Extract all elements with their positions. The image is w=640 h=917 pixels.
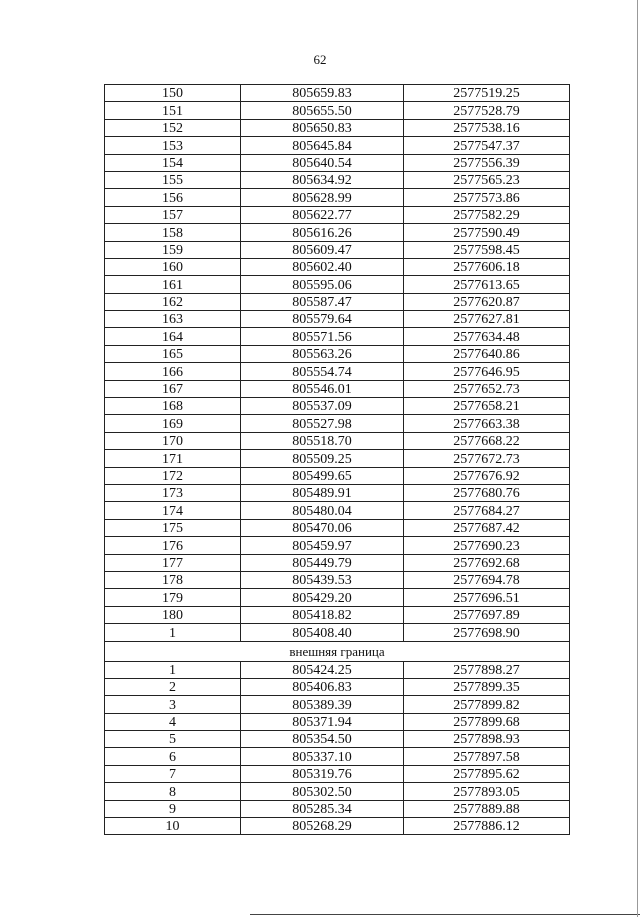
y-coordinate-cell: 2577590.49 <box>404 224 570 241</box>
point-number-cell: 180 <box>105 606 241 623</box>
y-coordinate-cell: 2577620.87 <box>404 293 570 310</box>
x-coordinate-cell: 805470.06 <box>241 519 404 536</box>
point-number-cell: 1 <box>105 624 241 641</box>
point-number-cell: 9 <box>105 800 241 817</box>
y-coordinate-cell: 2577598.45 <box>404 241 570 258</box>
y-coordinate-cell: 2577672.73 <box>404 450 570 467</box>
coordinates-table-body-upper <box>105 85 570 642</box>
point-number-cell: 157 <box>105 206 241 223</box>
point-number-cell: 6 <box>105 748 241 765</box>
point-number-cell: 1 <box>105 661 241 678</box>
table-row <box>105 276 570 293</box>
y-coordinate-cell: 2577663.38 <box>404 415 570 432</box>
point-number-cell: 176 <box>105 537 241 554</box>
y-coordinate-cell: 2577582.29 <box>404 206 570 223</box>
x-coordinate-cell: 805602.40 <box>241 258 404 275</box>
table-row <box>105 589 570 606</box>
y-coordinate-cell: 2577898.93 <box>404 731 570 748</box>
point-number-cell: 155 <box>105 171 241 188</box>
point-number-cell: 166 <box>105 363 241 380</box>
table-row <box>105 189 570 206</box>
x-coordinate-cell: 805406.83 <box>241 678 404 695</box>
y-coordinate-cell: 2577556.39 <box>404 154 570 171</box>
table-row <box>105 450 570 467</box>
table-row <box>105 661 570 678</box>
table-row <box>105 415 570 432</box>
point-number-cell: 154 <box>105 154 241 171</box>
table-row <box>105 171 570 188</box>
x-coordinate-cell: 805418.82 <box>241 606 404 623</box>
point-number-cell: 153 <box>105 137 241 154</box>
point-number-cell: 169 <box>105 415 241 432</box>
y-coordinate-cell: 2577519.25 <box>404 85 570 102</box>
y-coordinate-cell: 2577640.86 <box>404 345 570 362</box>
table-row <box>105 554 570 571</box>
y-coordinate-cell: 2577899.82 <box>404 696 570 713</box>
point-number-cell: 10 <box>105 818 241 835</box>
y-coordinate-cell: 2577684.27 <box>404 502 570 519</box>
table-row <box>105 748 570 765</box>
y-coordinate-cell: 2577538.16 <box>404 119 570 136</box>
table-row <box>105 206 570 223</box>
y-coordinate-cell: 2577694.78 <box>404 571 570 588</box>
point-number-cell: 173 <box>105 484 241 501</box>
x-coordinate-cell: 805628.99 <box>241 189 404 206</box>
x-coordinate-cell: 805640.54 <box>241 154 404 171</box>
point-number-cell: 168 <box>105 398 241 415</box>
x-coordinate-cell: 805319.76 <box>241 765 404 782</box>
table-row <box>105 467 570 484</box>
x-coordinate-cell: 805609.47 <box>241 241 404 258</box>
y-coordinate-cell: 2577895.62 <box>404 765 570 782</box>
x-coordinate-cell: 805337.10 <box>241 748 404 765</box>
table-row <box>105 731 570 748</box>
point-number-cell: 159 <box>105 241 241 258</box>
x-coordinate-cell: 805408.40 <box>241 624 404 641</box>
point-number-cell: 177 <box>105 554 241 571</box>
y-coordinate-cell: 2577676.92 <box>404 467 570 484</box>
x-coordinate-cell: 805518.70 <box>241 432 404 449</box>
point-number-cell: 178 <box>105 571 241 588</box>
y-coordinate-cell: 2577658.21 <box>404 398 570 415</box>
table-row <box>105 137 570 154</box>
table-row <box>105 432 570 449</box>
point-number-cell: 4 <box>105 713 241 730</box>
x-coordinate-cell: 805537.09 <box>241 398 404 415</box>
coordinates-table-section <box>105 641 570 661</box>
point-number-cell: 167 <box>105 380 241 397</box>
x-coordinate-cell: 805546.01 <box>241 380 404 397</box>
table-row <box>105 606 570 623</box>
table-row <box>105 537 570 554</box>
y-coordinate-cell: 2577696.51 <box>404 589 570 606</box>
y-coordinate-cell: 2577889.88 <box>404 800 570 817</box>
table-row <box>105 311 570 328</box>
table-row <box>105 224 570 241</box>
point-number-cell: 156 <box>105 189 241 206</box>
y-coordinate-cell: 2577687.42 <box>404 519 570 536</box>
point-number-cell: 164 <box>105 328 241 345</box>
table-row <box>105 119 570 136</box>
x-coordinate-cell: 805424.25 <box>241 661 404 678</box>
x-coordinate-cell: 805659.83 <box>241 85 404 102</box>
point-number-cell: 162 <box>105 293 241 310</box>
table-row <box>105 765 570 782</box>
table-row <box>105 713 570 730</box>
y-coordinate-cell: 2577886.12 <box>404 818 570 835</box>
point-number-cell: 171 <box>105 450 241 467</box>
x-coordinate-cell: 805268.29 <box>241 818 404 835</box>
x-coordinate-cell: 805439.53 <box>241 571 404 588</box>
y-coordinate-cell: 2577652.73 <box>404 380 570 397</box>
x-coordinate-cell: 805554.74 <box>241 363 404 380</box>
y-coordinate-cell: 2577668.22 <box>404 432 570 449</box>
y-coordinate-cell: 2577698.90 <box>404 624 570 641</box>
x-coordinate-cell: 805389.39 <box>241 696 404 713</box>
table-row <box>105 380 570 397</box>
section-header-row <box>105 641 570 661</box>
table-row <box>105 800 570 817</box>
x-coordinate-cell: 805449.79 <box>241 554 404 571</box>
x-coordinate-cell: 805616.26 <box>241 224 404 241</box>
page-edge-right <box>637 0 638 917</box>
table-row <box>105 696 570 713</box>
table-row <box>105 258 570 275</box>
table-row <box>105 102 570 119</box>
x-coordinate-cell: 805527.98 <box>241 415 404 432</box>
y-coordinate-cell: 2577692.68 <box>404 554 570 571</box>
point-number-cell: 2 <box>105 678 241 695</box>
x-coordinate-cell: 805563.26 <box>241 345 404 362</box>
y-coordinate-cell: 2577899.68 <box>404 713 570 730</box>
x-coordinate-cell: 805480.04 <box>241 502 404 519</box>
point-number-cell: 179 <box>105 589 241 606</box>
x-coordinate-cell: 805579.64 <box>241 311 404 328</box>
table-row <box>105 363 570 380</box>
y-coordinate-cell: 2577697.89 <box>404 606 570 623</box>
y-coordinate-cell: 2577573.86 <box>404 189 570 206</box>
x-coordinate-cell: 805371.94 <box>241 713 404 730</box>
x-coordinate-cell: 805509.25 <box>241 450 404 467</box>
table-row <box>105 345 570 362</box>
coordinates-table <box>104 84 570 835</box>
point-number-cell: 3 <box>105 696 241 713</box>
point-number-cell: 152 <box>105 119 241 136</box>
table-row <box>105 154 570 171</box>
y-coordinate-cell: 2577634.48 <box>404 328 570 345</box>
table-row <box>105 293 570 310</box>
x-coordinate-cell: 805595.06 <box>241 276 404 293</box>
table-row <box>105 502 570 519</box>
x-coordinate-cell: 805634.92 <box>241 171 404 188</box>
table-row <box>105 241 570 258</box>
x-coordinate-cell: 805354.50 <box>241 731 404 748</box>
point-number-cell: 174 <box>105 502 241 519</box>
point-number-cell: 158 <box>105 224 241 241</box>
y-coordinate-cell: 2577613.65 <box>404 276 570 293</box>
x-coordinate-cell: 805622.77 <box>241 206 404 223</box>
y-coordinate-cell: 2577528.79 <box>404 102 570 119</box>
table-row <box>105 85 570 102</box>
y-coordinate-cell: 2577893.05 <box>404 783 570 800</box>
x-coordinate-cell: 805571.56 <box>241 328 404 345</box>
y-coordinate-cell: 2577627.81 <box>404 311 570 328</box>
table-row <box>105 328 570 345</box>
x-coordinate-cell: 805655.50 <box>241 102 404 119</box>
x-coordinate-cell: 805489.91 <box>241 484 404 501</box>
point-number-cell: 163 <box>105 311 241 328</box>
point-number-cell: 160 <box>105 258 241 275</box>
x-coordinate-cell: 805459.97 <box>241 537 404 554</box>
y-coordinate-cell: 2577565.23 <box>404 171 570 188</box>
x-coordinate-cell: 805650.83 <box>241 119 404 136</box>
x-coordinate-cell: 805285.34 <box>241 800 404 817</box>
y-coordinate-cell: 2577897.58 <box>404 748 570 765</box>
table-row <box>105 571 570 588</box>
x-coordinate-cell: 805302.50 <box>241 783 404 800</box>
y-coordinate-cell: 2577606.18 <box>404 258 570 275</box>
point-number-cell: 5 <box>105 731 241 748</box>
point-number-cell: 150 <box>105 85 241 102</box>
point-number-cell: 165 <box>105 345 241 362</box>
point-number-cell: 170 <box>105 432 241 449</box>
table-row <box>105 484 570 501</box>
point-number-cell: 172 <box>105 467 241 484</box>
point-number-cell: 8 <box>105 783 241 800</box>
coordinates-table-body-lower <box>105 661 570 835</box>
page-number: 62 <box>313 52 327 67</box>
table-row <box>105 783 570 800</box>
table-row <box>105 818 570 835</box>
x-coordinate-cell: 805587.47 <box>241 293 404 310</box>
table-row <box>105 398 570 415</box>
table-row <box>105 624 570 641</box>
y-coordinate-cell: 2577690.23 <box>404 537 570 554</box>
page-edge-bottom <box>250 914 640 915</box>
table-row <box>105 678 570 695</box>
y-coordinate-cell: 2577646.95 <box>404 363 570 380</box>
y-coordinate-cell: 2577547.37 <box>404 137 570 154</box>
y-coordinate-cell: 2577899.35 <box>404 678 570 695</box>
point-number-cell: 175 <box>105 519 241 536</box>
x-coordinate-cell: 805429.20 <box>241 589 404 606</box>
section-label: внешняя граница <box>105 641 570 661</box>
table-row <box>105 519 570 536</box>
x-coordinate-cell: 805499.65 <box>241 467 404 484</box>
point-number-cell: 151 <box>105 102 241 119</box>
y-coordinate-cell: 2577898.27 <box>404 661 570 678</box>
point-number-cell: 7 <box>105 765 241 782</box>
point-number-cell: 161 <box>105 276 241 293</box>
x-coordinate-cell: 805645.84 <box>241 137 404 154</box>
y-coordinate-cell: 2577680.76 <box>404 484 570 501</box>
